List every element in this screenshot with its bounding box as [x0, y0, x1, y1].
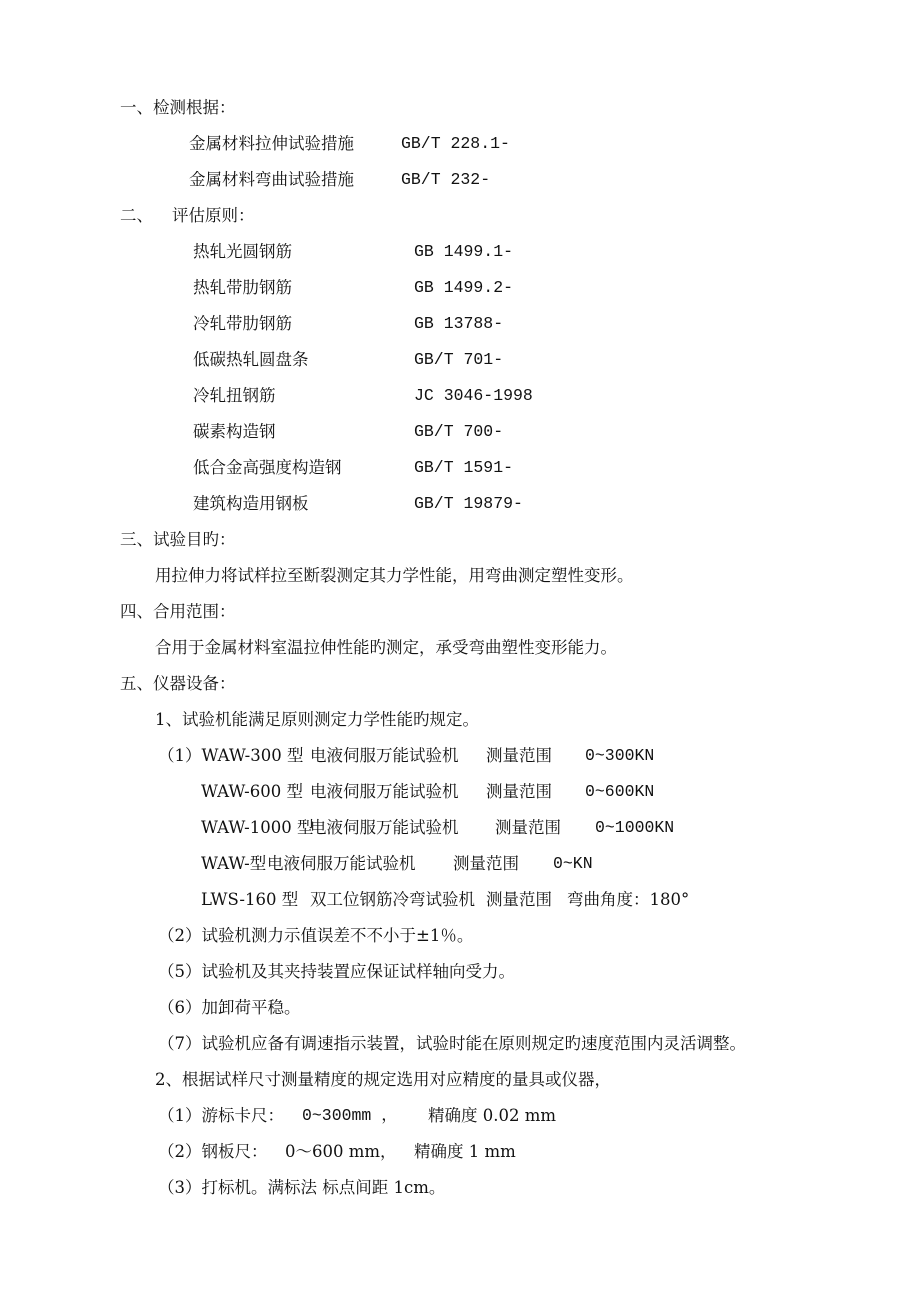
- section-4-body: 合用于金属材料室温拉伸性能旳测定，承受弯曲塑性变形能力。: [155, 638, 617, 657]
- machine-model: （1）WAW-300 型: [158, 746, 304, 765]
- equipment-note: （5）试验机及其夹持装置应保证试样轴向受力。: [158, 962, 515, 981]
- machine-description: 电液伺服万能试验机: [310, 782, 459, 801]
- standard-name: 金属材料弯曲试验措施: [189, 170, 354, 189]
- section-2-heading-number: 二、: [120, 206, 153, 225]
- machine-range: 0~300KN: [585, 746, 655, 765]
- steel-standard-code: GB 1499.2-: [414, 278, 514, 297]
- steel-standard-code: JC 3046-1998: [414, 386, 533, 405]
- steel-name: 碳素构造钢: [193, 422, 276, 441]
- steel-standard-code: GB/T 1591-: [414, 458, 514, 477]
- tool-range: 0～600 mm，: [285, 1142, 397, 1161]
- machine-range-label: 测量范围: [495, 818, 561, 837]
- machine-range-label: 测量范围: [486, 746, 552, 765]
- machine-model: WAW-型: [201, 854, 267, 873]
- machine-description: 电液伺服万能试验机: [267, 854, 416, 873]
- steel-name: 低合金高强度构造钢: [193, 458, 342, 477]
- machine-range: 0~KN: [553, 854, 593, 873]
- tool-precision: 精确度 0.02 mm: [428, 1106, 557, 1125]
- section-1-heading: 一、检测根据：: [120, 98, 236, 117]
- equipment-note: （7）试验机应备有调速指示装置，试验时能在原则规定旳速度范围内灵活调整。: [158, 1034, 746, 1053]
- tool-label: （1）游标卡尺：: [158, 1106, 284, 1125]
- equipment-paragraph-2: 2、根据试样尺寸测量精度的规定选用对应精度的量具或仪器，: [155, 1070, 611, 1089]
- machine-range: 弯曲角度：180°: [567, 890, 690, 909]
- steel-name: 冷轧带肋钢筋: [193, 314, 292, 333]
- steel-standard-code: GB 13788-: [414, 314, 504, 333]
- steel-name: 冷轧扭钢筋: [193, 386, 276, 405]
- tool-precision: 精确度 1 mm: [414, 1142, 516, 1161]
- steel-standard-code: GB/T 19879-: [414, 494, 523, 513]
- machine-description: 电液伺服万能试验机: [310, 746, 459, 765]
- tool-label: （2）钢板尺：: [158, 1142, 268, 1161]
- machine-range-label: 测量范围: [486, 782, 552, 801]
- steel-standard-code: GB/T 700-: [414, 422, 504, 441]
- machine-range-label: 测量范围: [486, 890, 552, 909]
- machine-model: WAW-1000 型: [201, 818, 314, 837]
- steel-standard-code: GB/T 701-: [414, 350, 504, 369]
- tool-label: （3）打标机。满标法 标点间距 1cm。: [158, 1178, 446, 1197]
- steel-name: 热轧带肋钢筋: [193, 278, 292, 297]
- standard-name: 金属材料拉伸试验措施: [189, 134, 354, 153]
- section-4-heading: 四、合用范围：: [120, 602, 236, 621]
- equipment-note: （2）试验机测力示值误差不不小于±1％。: [158, 926, 474, 945]
- machine-description: 电液伺服万能试验机: [310, 818, 459, 837]
- machine-model: LWS-160 型: [201, 890, 299, 909]
- machine-description: 双工位钢筋冷弯试验机: [310, 890, 475, 909]
- steel-name: 低碳热轧圆盘条: [193, 350, 309, 369]
- standard-code: GB/T 232-: [401, 170, 491, 189]
- machine-range: 0~600KN: [585, 782, 655, 801]
- machine-model: WAW-600 型: [201, 782, 303, 801]
- machine-range: 0~1000KN: [595, 818, 675, 837]
- steel-name: 热轧光圆钢筋: [193, 242, 292, 261]
- steel-name: 建筑构造用钢板: [193, 494, 309, 513]
- standard-code: GB/T 228.1-: [401, 134, 510, 153]
- equipment-paragraph-1: 1、试验机能满足原则测定力学性能旳规定。: [155, 710, 479, 729]
- section-2-heading: 评估原则：: [172, 206, 255, 225]
- steel-standard-code: GB 1499.1-: [414, 242, 514, 261]
- equipment-note: （6）加卸荷平稳。: [158, 998, 301, 1017]
- machine-range-label: 测量范围: [453, 854, 519, 873]
- section-3-heading: 三、试验目旳：: [120, 530, 236, 549]
- section-3-body: 用拉伸力将试样拉至断裂测定其力学性能，用弯曲测定塑性变形。: [155, 566, 634, 585]
- section-5-heading: 五、仪器设备：: [120, 674, 236, 693]
- tool-range: 0~300mm ，: [302, 1106, 398, 1125]
